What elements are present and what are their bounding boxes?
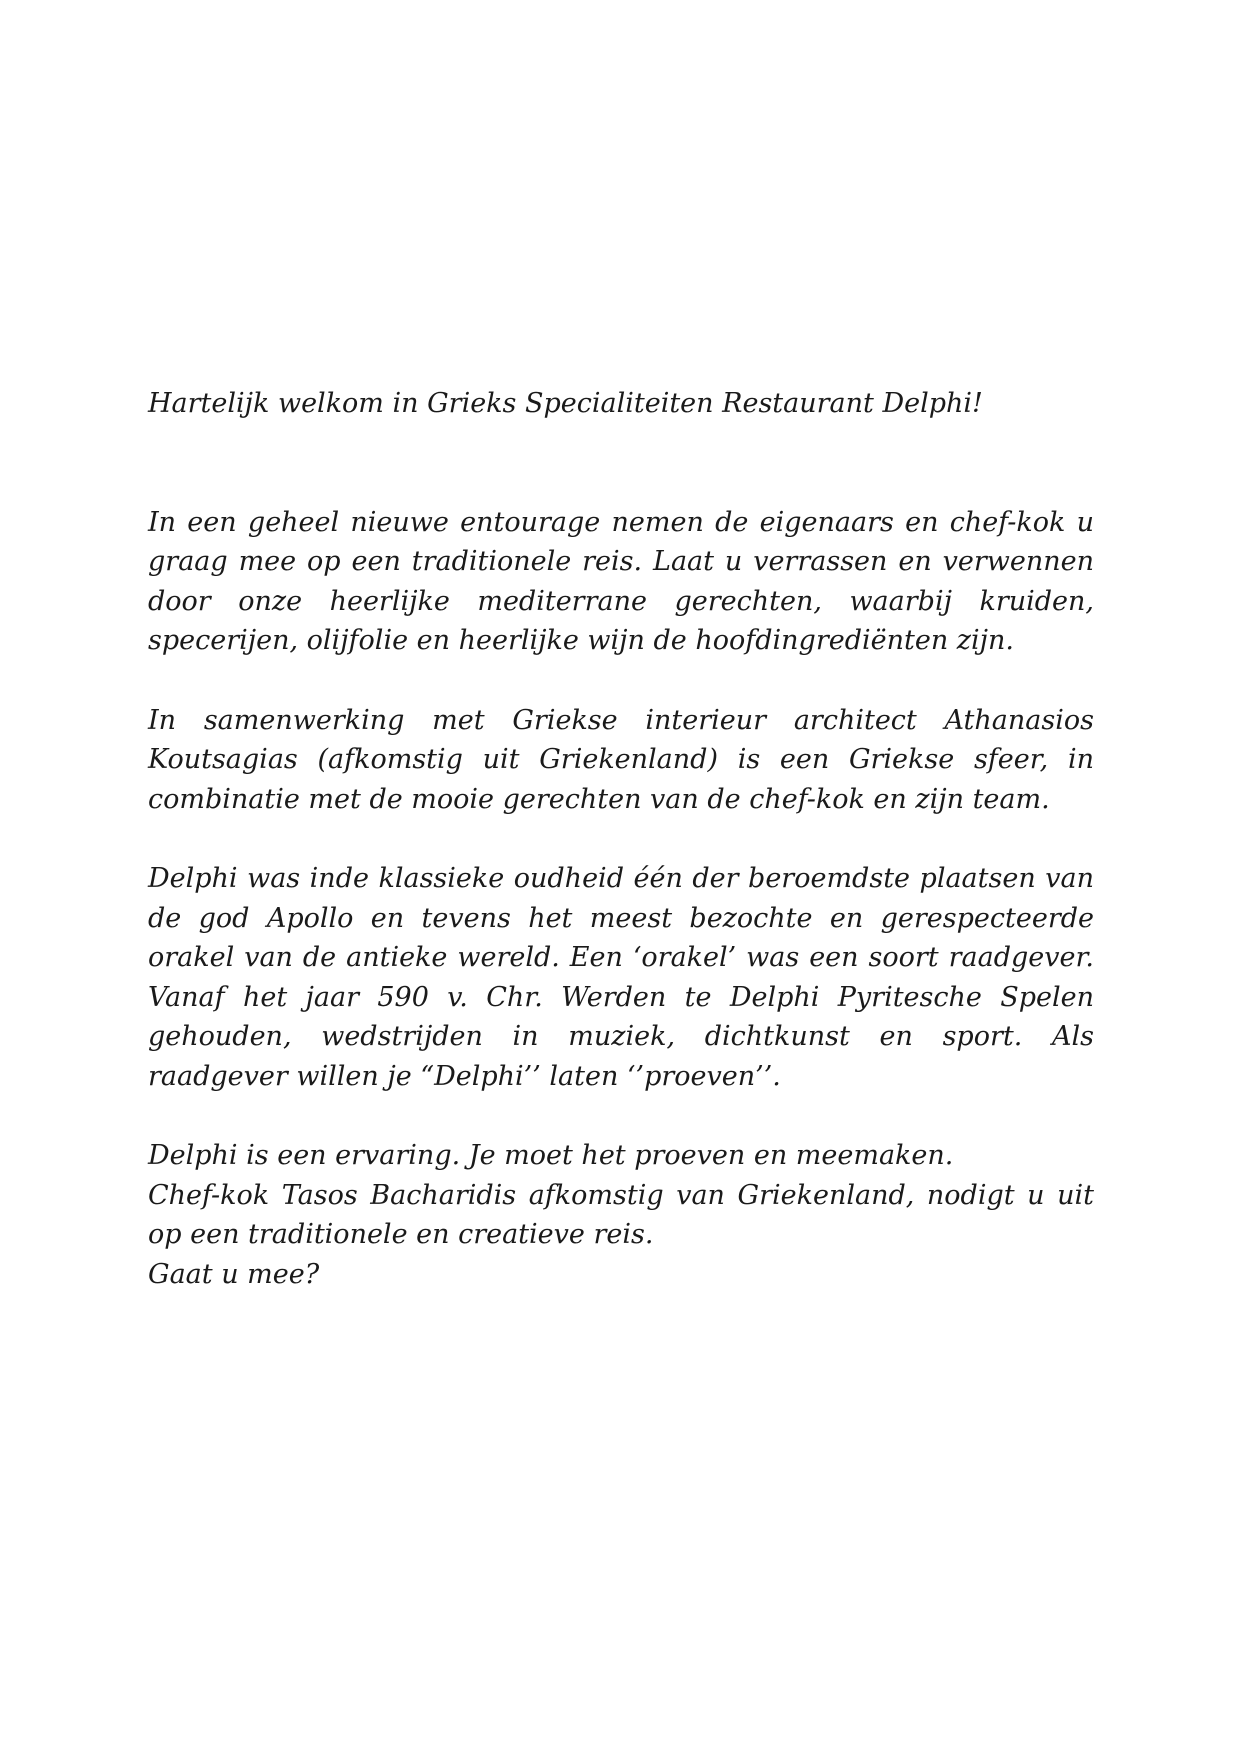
closing-line-question: Gaat u mee? — [148, 1258, 320, 1290]
interior-paragraph: In samenwerking met Griekse interieur architect Athanasios Koutsagias (afkomstig uit Griekenland) is een Griekse sfeer, in combinatie met de mooie gerechten van de chef-kok en zijn team. — [148, 704, 1094, 815]
closing-line-invitation: Chef-kok Tasos Bacharidis afkomstig van Griekenland, nodigt u uit op een traditionele en creatieve reis. — [148, 1179, 1094, 1250]
document-body — [148, 384, 1094, 1294]
closing-line-experience: Delphi is een ervaring. Je moet het proeven en meemaken. — [148, 1140, 954, 1171]
greeting-line: Hartelijk welkom in Grieks Specialiteiten Restaurant Delphi! — [148, 388, 983, 419]
intro-paragraph: In een geheel nieuwe entourage nemen de eigenaars en chef-kok u graag mee op een traditionele reis. Laat u verrassen en verwennen door onze heerlijke mediterrane gerechten, waarbij kruiden, specerijen, olijfolie en heerlijke wijn de hoofdingrediënten zijn. — [148, 506, 1094, 656]
history-paragraph: Delphi was inde klassieke oudheid één der beroemdste plaatsen van de god Apollo en tevens het meest bezochte en gerespecteerde orakel van de antieke wereld. Een ‘orakel’ was een soort raadgever. Vanaf het jaar 590 v. Chr. Werden te Delphi Pyritesche Spelen gehouden, wedstrijden in muziek, dichtkunst en sport. Als raadgever willen je “Delphi’’ laten ‘’proeven’’. — [148, 863, 1094, 1092]
closing-block — [148, 1136, 1094, 1294]
